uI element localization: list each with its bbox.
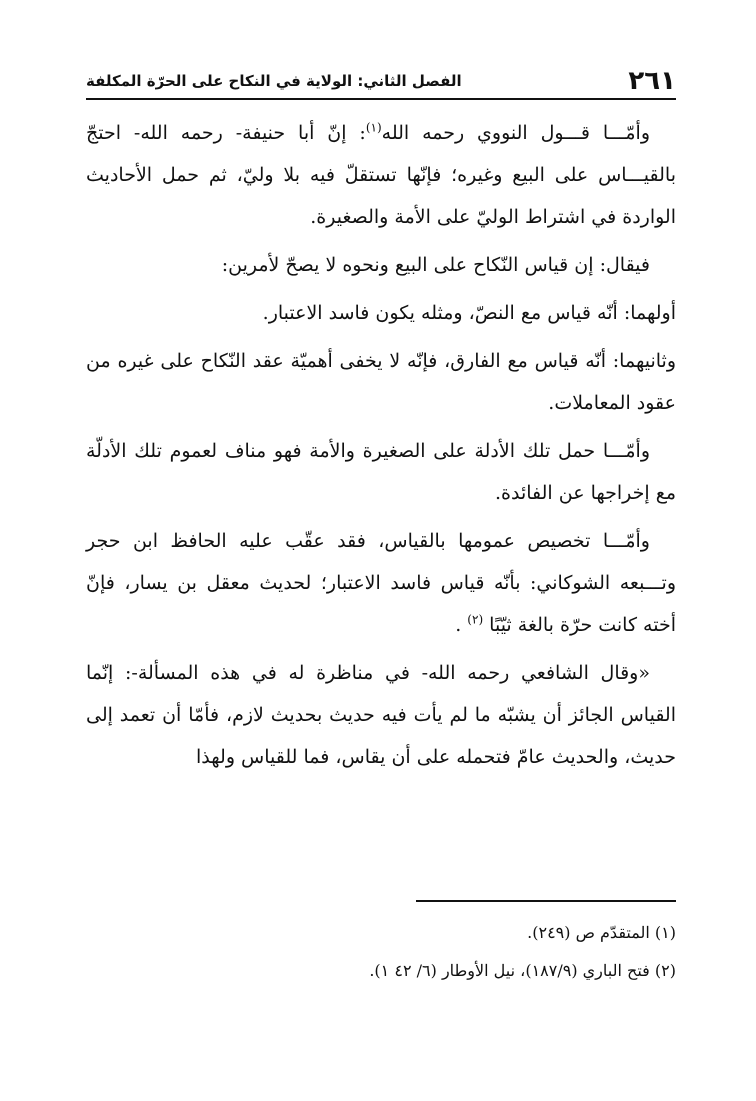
footnote-reference: (١) bbox=[365, 120, 382, 135]
footnote-reference: (٢) bbox=[467, 612, 484, 627]
page-header bbox=[86, 62, 676, 100]
paragraph-text: . bbox=[455, 614, 468, 636]
footnotes bbox=[86, 914, 676, 990]
paragraph-text: : إنّ أبا حنيفة- رحمه الله- احتجّ بالقيـــاس على البيع وغيره؛ فإنّها تستقلّ فيه بلا وليّ، ثم حمل الأحاديث الواردة في اشتراط الوليّ على الأمة والصغيرة. bbox=[86, 122, 676, 228]
paragraph: فيقال: إن قياس النّكاح على البيع ونحوه لا يصحّ لأمرين: bbox=[221, 254, 650, 276]
paragraph bbox=[86, 520, 676, 646]
footnote: (١) المتقدّم ص (٢٤٩). bbox=[527, 923, 676, 942]
paragraph: «وقال الشافعي رحمه الله- في مناظرة له في هذه المسألة-: إنّما القياس الجائز أن يشبّه ما لم يأت فيه حديث بحديث لازم، فأمّا أن تعمد إلى حديث، والحديث عامّ فتحمله على أن يقاس، فما للقياس ولهذا bbox=[86, 662, 676, 768]
footnote: (٢) فتح الباري (١٨٧/٩)، نيل الأوطار (٦/ ٤٢ ١). bbox=[369, 961, 676, 980]
page-number: ٢٦١ bbox=[628, 66, 676, 96]
running-title: الفصل الثاني: الولاية في النكاح على الحرّة المكلفة bbox=[86, 72, 462, 90]
paragraph: وثانيهما: أنّه قياس مع الفارق، فإنّه لا يخفى أهميّة عقد النّكاح على غيره من عقود المعاملات. bbox=[86, 350, 676, 414]
body-text bbox=[86, 112, 676, 784]
paragraph-text: وأمّـــا تخصيص عمومها بالقياس، فقد عقّب عليه الحافظ ابن حجر وتـــبعه الشوكاني: بأنّه قياس فاسد الاعتبار؛ لحديث معقل بن يسار، فإنّ أخته كانت حرّة بالغة ثيّبًا bbox=[86, 530, 676, 636]
paragraph: أولهما: أنّه قياس مع النصّ، ومثله يكون فاسد الاعتبار. bbox=[262, 302, 676, 324]
paragraph bbox=[86, 112, 676, 238]
paragraph-text: وأمّـــا قـــول النووي رحمه الله bbox=[381, 122, 651, 144]
paragraph: وأمّـــا حمل تلك الأدلة على الصغيرة والأمة فهو مناف لعموم تلك الأدلّة مع إخراجها عن الفائدة. bbox=[86, 440, 676, 504]
footnote-separator bbox=[416, 900, 676, 902]
